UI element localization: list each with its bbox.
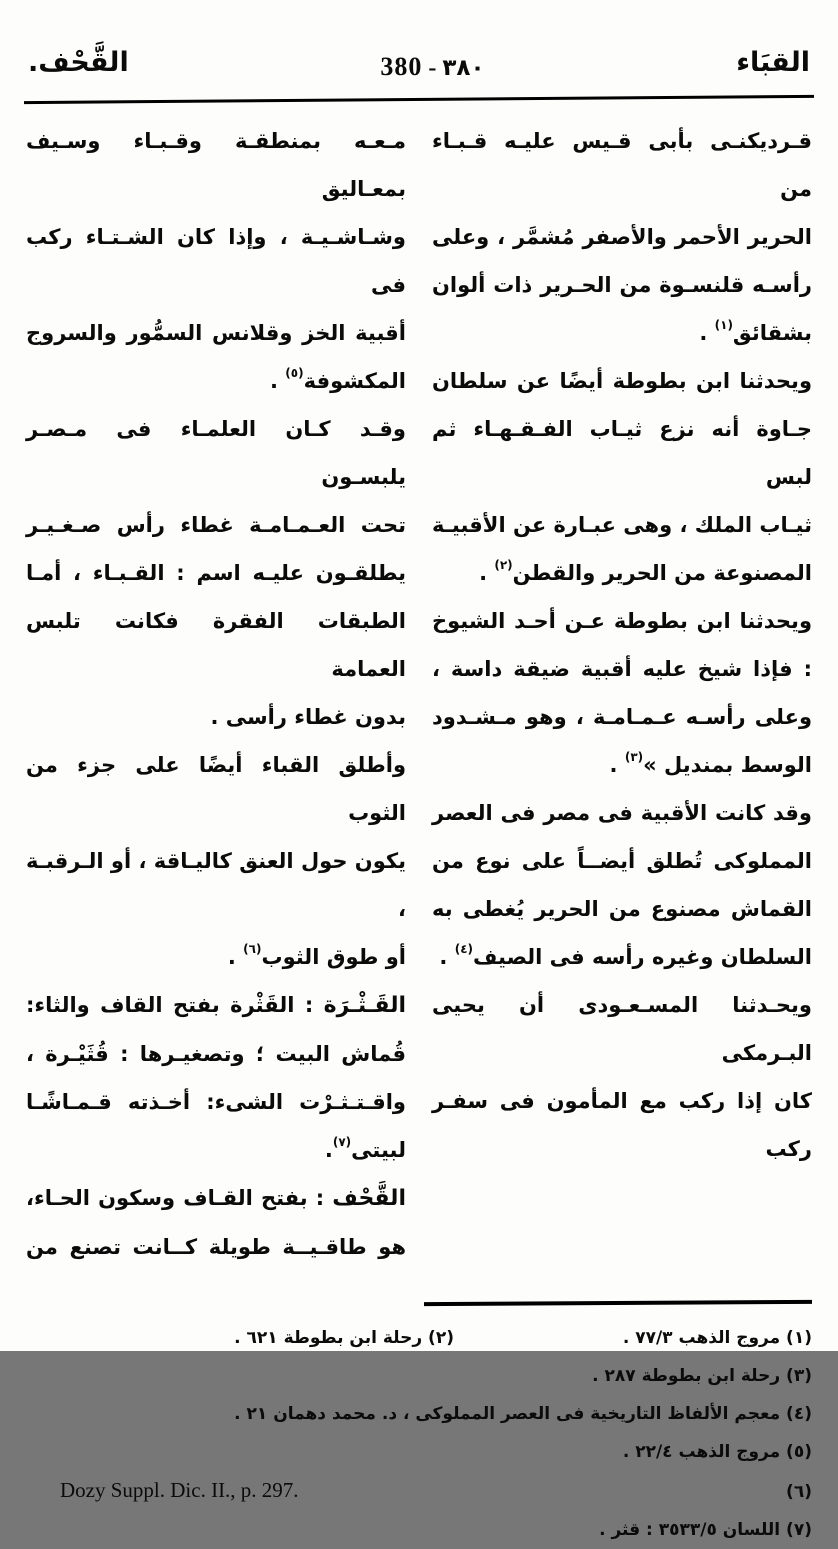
footnote-separator-rule bbox=[424, 1300, 812, 1306]
text-line: كان إذا ركب مع المأمون فى سفـر ركب bbox=[432, 1089, 812, 1161]
header-title-left: القَّحْف. bbox=[28, 47, 129, 78]
text-line: وأطلق القباء أيضًا على جزء من الثوب bbox=[26, 753, 406, 825]
footnote-3: (٣) رحلة ابن بطوطة ٢٨٧ . bbox=[592, 1366, 812, 1386]
text-line: الحرير الأحمر والأصفر مُشمَّر ، وعلى bbox=[432, 225, 812, 249]
text-line: لبيتى$^{(٧)}$. bbox=[324, 1135, 406, 1162]
text-line: الوسط بمنديل »$^{(٣)}$ . bbox=[609, 750, 812, 777]
text-line: جـاوة أنه نزع ثيـاب الفـقـهـاء ثم لبس bbox=[432, 417, 812, 489]
footnote-6-marker: (٦) bbox=[786, 1482, 812, 1502]
text-line: ويحدثنا ابن بطوطة أيضًا عن سلطان bbox=[432, 369, 812, 393]
text-line: أو طوق الثوب$^{(٦)}$ . bbox=[227, 942, 406, 969]
text-line: ثيـاب الملك ، وهى عبـارة عن الأقبيـة bbox=[432, 513, 812, 537]
text-line: وقد كانت الأقبية فى مصر فى العصر bbox=[432, 801, 812, 825]
text-line: الطبقات الفقرة فكانت تلبس العمامة bbox=[26, 609, 406, 681]
footnote-row bbox=[26, 1319, 812, 1357]
text-line: وقـد كـان العلمـاء فى مـصـر يلبسـون bbox=[26, 417, 406, 489]
text-line: قُماش البيت ؛ وتصغيـرها : قُثَيْـرة ، bbox=[26, 1042, 406, 1066]
footnote-6-latin-reference: Dozy Suppl. Dic. II., p. 297. bbox=[60, 1478, 299, 1502]
text-line: بشقائق$^{(١)}$ . bbox=[699, 318, 812, 345]
paragraph bbox=[432, 597, 812, 789]
footnotes-section bbox=[0, 1271, 838, 1549]
text-line: المملوكى تُطلق أيضــاً على نوع من bbox=[432, 849, 812, 873]
text-line: بدون غطاء رأسى . bbox=[210, 705, 406, 729]
header-title-right: القبَاء bbox=[736, 47, 810, 78]
text-line: تحت العـمـامـة غطاء رأس صـغـيـر bbox=[26, 513, 406, 537]
paragraph bbox=[432, 357, 812, 597]
paragraph bbox=[432, 981, 812, 1173]
text-line: مـعـه بمنطقـة وقـبـاء وسـيف بمعـاليق bbox=[26, 129, 406, 201]
footnote-7: (٧) اللسان ٣٥٣٣/٥ : قثر . bbox=[599, 1520, 812, 1540]
footnote-6 bbox=[26, 1471, 812, 1511]
text-line: هو طاقـيــة طويلة كــانت تصنع من bbox=[26, 1235, 406, 1259]
text-line: القَّحْف : بفتح القـاف وسكون الحـاء، bbox=[26, 1186, 406, 1211]
paragraph bbox=[432, 117, 812, 357]
text-line: وعلى رأسـه عـمـامـة ، وهو مـشـدود bbox=[432, 705, 812, 729]
text-line: واقـتـثـرْت الشىء: أخـذته قـمـاشًـا bbox=[26, 1090, 406, 1114]
page-number bbox=[380, 52, 484, 82]
paragraph bbox=[26, 405, 406, 741]
text-line: المصنوعة من الحرير والقطن$^{(٢)}$ . bbox=[479, 558, 812, 585]
footnote-4: (٤) معجم الألفاظ التاريخية فى العصر المملوكى ، د. محمد دهمان ٢١ . bbox=[234, 1404, 812, 1424]
text-line: ويحدثنا ابن بطوطة عـن أحـد الشيوخ bbox=[432, 609, 812, 633]
text-line: أقبية الخز وقلانس السمُّور والسروج bbox=[26, 321, 406, 345]
column-right bbox=[432, 117, 812, 1271]
paragraph bbox=[26, 741, 406, 981]
page-number-arabic: ٣٨٠ bbox=[442, 55, 485, 81]
text-line: القماش مصنوع من الحرير يُغطى به bbox=[432, 897, 812, 921]
page-number-latin: 380 bbox=[380, 52, 423, 81]
column-left bbox=[26, 117, 406, 1271]
text-line: يطلقـون عليـه اسم : القـبـاء ، أمـا bbox=[26, 561, 406, 585]
text-line: ويحـدثنا المسـعـودى أن يحيى البـرمكى bbox=[432, 993, 812, 1065]
paragraph bbox=[26, 1174, 406, 1271]
text-line: وشـاشـيـة ، وإذا كان الشـتـاء ركب فى bbox=[26, 225, 406, 297]
paragraph bbox=[432, 789, 812, 981]
text-line: المكشوفة$^{(٥)}$ . bbox=[270, 366, 406, 393]
text-line: : فإذا شيخ عليه أقبية ضيقة داسة ، bbox=[432, 657, 812, 681]
text-line: يكون حول العنق كاليـاقة ، أو الـرقبـة ، bbox=[26, 849, 406, 921]
footnote-1: (١) مروج الذهب ٧٧/٣ . bbox=[622, 1328, 812, 1348]
paragraph bbox=[26, 117, 406, 405]
page-number-dash: - bbox=[428, 55, 437, 81]
footnote-2: (٢) رحلة ابن بطوطة ٦٢١ . bbox=[234, 1328, 454, 1348]
text-line: رأسـه قلنسـوة من الحـرير ذات ألوان bbox=[432, 273, 812, 297]
text-line: السلطان وغيره رأسه فى الصيف$^{(٤)}$ . bbox=[439, 942, 812, 969]
text-line: قـرديكنـى بأبى قـيس عليـه قـبـاء من bbox=[432, 129, 812, 201]
footnote-5: (٥) مروج الذهب ٢٢/٤ . bbox=[622, 1442, 812, 1462]
page-header bbox=[0, 0, 838, 82]
text-line: القَـثْـرَة : القَثْرة بفتح القاف والثاء: bbox=[26, 993, 406, 1018]
body-columns bbox=[0, 101, 838, 1271]
paragraph bbox=[26, 981, 406, 1174]
